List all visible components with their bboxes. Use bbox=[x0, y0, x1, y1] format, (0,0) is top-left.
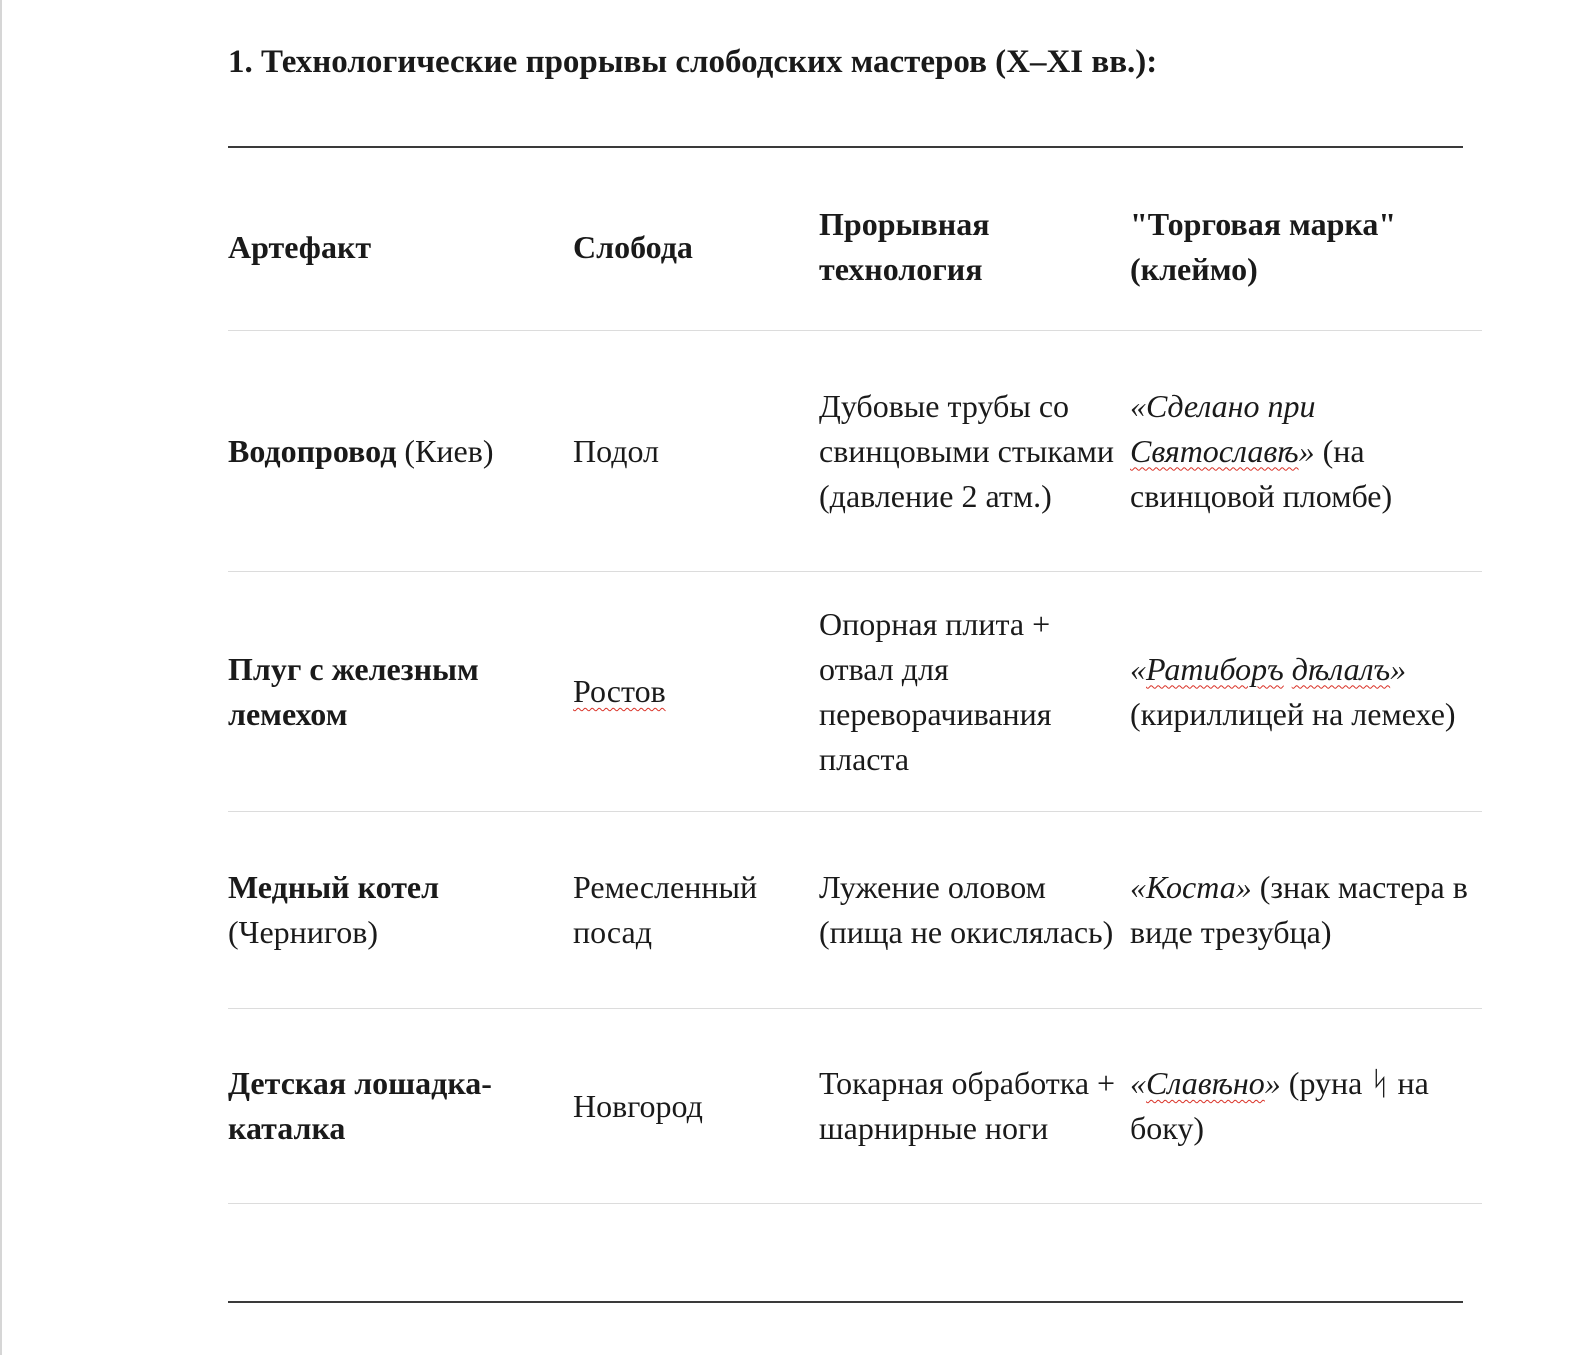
cell-technology bbox=[819, 812, 1130, 1009]
artifact-name: Детская лошадка-каталка bbox=[228, 1065, 492, 1146]
header-artifact: Артефакт bbox=[228, 164, 573, 331]
cell-trademark bbox=[1130, 812, 1482, 1009]
cell-sloboda: Подол bbox=[573, 331, 819, 572]
header-technology bbox=[819, 164, 1130, 331]
artifact-place: (Чернигов) bbox=[228, 914, 378, 950]
trademark-word: дѣлалъ bbox=[1291, 650, 1391, 687]
cell-sloboda: Новгород bbox=[573, 1009, 819, 1204]
technology-table bbox=[228, 164, 1482, 1204]
cell-technology bbox=[819, 572, 1130, 812]
section-heading: 1. Технологические прорывы слободских мастеров (X–XI вв.): bbox=[228, 44, 1158, 80]
artifact-name: Плуг с железным лемехом bbox=[228, 650, 479, 732]
trademark-open: «Сделано при bbox=[1130, 387, 1316, 424]
cell-sloboda bbox=[573, 572, 819, 812]
trademark-text bbox=[1130, 1061, 1482, 1151]
trademark-note: (на свинцовой пломбе) bbox=[1130, 432, 1393, 514]
trademark-word: «Коста» bbox=[1130, 869, 1252, 905]
trademark-close: » bbox=[1390, 650, 1407, 687]
cell-sloboda: Ремесленный посад bbox=[573, 812, 819, 1009]
table-row bbox=[228, 572, 1482, 812]
cell-artifact bbox=[228, 331, 573, 572]
cell-trademark bbox=[1130, 572, 1482, 812]
cell-artifact bbox=[228, 1009, 573, 1204]
technology-text: Дубовые трубы со свинцовыми стыками (давление 2 атм.) bbox=[819, 387, 1114, 514]
trademark-note: (знак мастера в виде трезубца) bbox=[1130, 869, 1468, 950]
header-trademark-text: "Торговая марка" (клеймо) bbox=[1130, 206, 1397, 287]
trademark-text bbox=[1130, 384, 1482, 519]
technology-text: Опорная плита + отвал для переворачивания пласта bbox=[819, 605, 1052, 777]
trademark-close: » bbox=[1298, 432, 1315, 469]
trademark-word: Святославѣ bbox=[1130, 432, 1299, 469]
trademark-note: (кириллицей на лемехе) bbox=[1130, 695, 1456, 732]
technology-text: Лужение оловом (пища не окислялась) bbox=[819, 869, 1114, 950]
trademark-text bbox=[1130, 647, 1482, 737]
table-row bbox=[228, 331, 1482, 572]
table-row bbox=[228, 1009, 1482, 1204]
cell-artifact bbox=[228, 572, 573, 812]
header-technology-text: Прорывная технология bbox=[819, 206, 990, 287]
page-edge bbox=[0, 0, 2, 1355]
cell-artifact bbox=[228, 812, 573, 1009]
artifact-name: Медный котел bbox=[228, 869, 440, 905]
table-row bbox=[228, 812, 1482, 1009]
horizontal-rule-top bbox=[228, 146, 1463, 148]
header-sloboda: Слобода bbox=[573, 164, 819, 331]
trademark-word: Славѣно bbox=[1146, 1065, 1265, 1101]
horizontal-rule-bottom bbox=[228, 1301, 1463, 1303]
technology-text: Токарная обработка + шарнирные ноги bbox=[819, 1065, 1116, 1146]
cell-trademark bbox=[1130, 331, 1482, 572]
sloboda-text: Ростов bbox=[573, 673, 666, 709]
artifact-name: Водопровод bbox=[228, 432, 397, 469]
cell-trademark bbox=[1130, 1009, 1482, 1204]
cell-technology bbox=[819, 331, 1130, 572]
trademark-note: (руна ᛋ на боку) bbox=[1130, 1065, 1429, 1146]
trademark-open: « bbox=[1130, 1065, 1146, 1101]
trademark-close: » bbox=[1264, 1065, 1281, 1101]
table-header-row bbox=[228, 164, 1482, 331]
trademark-open: « bbox=[1130, 650, 1146, 687]
cell-technology bbox=[819, 1009, 1130, 1204]
trademark-word: Ратиборъ bbox=[1146, 650, 1284, 687]
artifact-place: (Киев) bbox=[396, 432, 494, 469]
header-trademark bbox=[1130, 164, 1482, 331]
trademark-text bbox=[1130, 865, 1482, 955]
